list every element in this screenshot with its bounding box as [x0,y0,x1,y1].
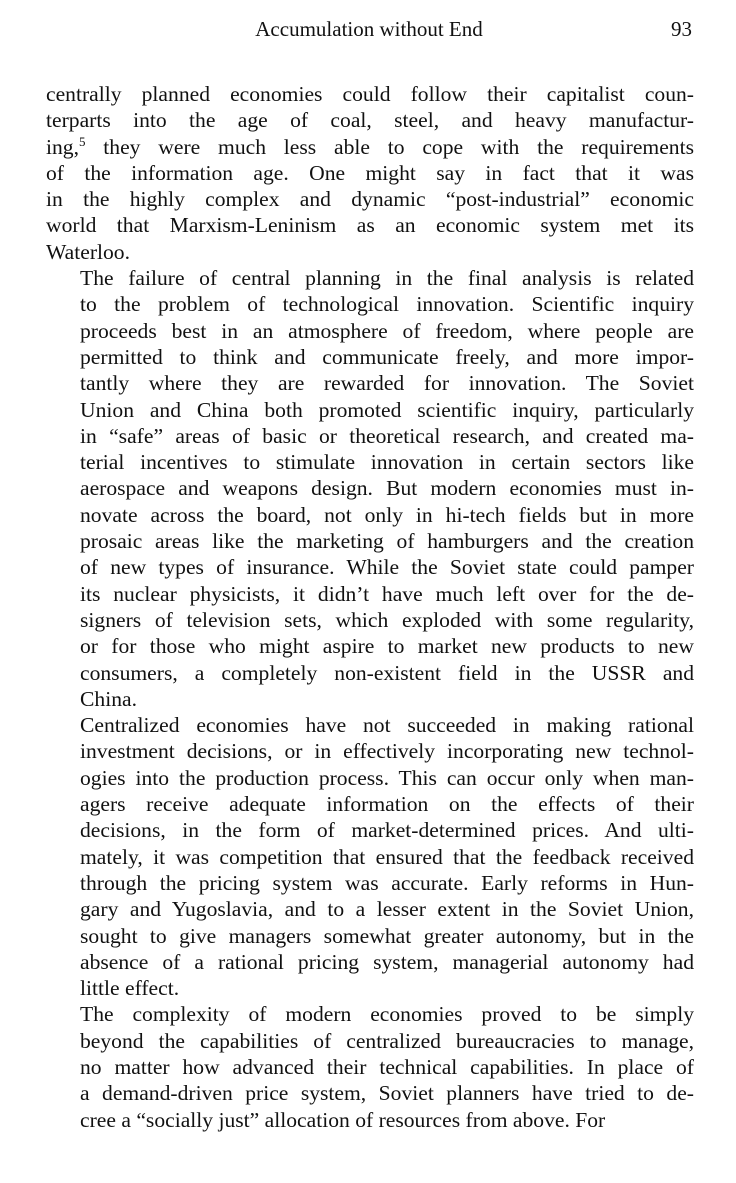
page-number: 93 [671,17,692,41]
text-line: ogies into the production process. This can occur only when man- [80,765,694,790]
text-line: tantly where they are rewarded for innovation. The Soviet [80,371,694,396]
text-line: little effect. [80,976,180,1001]
text-line: to the problem of technological innovation. Scientific inquiry [80,292,694,317]
text-line: agers receive adequate information on the effects of their [80,792,694,817]
text-line: in the highly complex and dynamic “post-industrial” economic [46,187,694,212]
text-line: sought to give managers somewhat greater autonomy, but in the [80,923,694,948]
text-line: beyond the capabilities of centralized bureaucracies to manage, [80,1028,694,1053]
body-text [46,81,694,1133]
text-line: absence of a rational pricing system, managerial autonomy had [80,949,694,974]
footnote-marker: 5 [79,133,86,149]
text-line: world that Marxism-Leninism as an economic system met its [46,213,694,238]
text-line: aerospace and weapons design. But modern economies must in- [80,476,694,501]
paragraph [46,265,694,712]
text-line: The complexity of modern economies proved to be simply [80,1002,694,1027]
text-line: its nuclear physicists, it didn’t have much left over for the de- [80,581,694,606]
running-title: Accumulation without End [255,17,483,41]
paragraph [46,1001,694,1132]
text-line: a demand-driven price system, Soviet planners have tried to de- [80,1081,694,1106]
text-line: cree a “socially just” allocation of resources from above. For [80,1107,606,1132]
text-line: Union and China both promoted scientific inquiry, particularly [80,397,694,422]
text-line: in “safe” areas of basic or theoretical research, and created ma- [80,423,694,448]
text-line: gary and Yugoslavia, and to a lesser extent in the Soviet Union, [80,897,694,922]
text-line: China. [80,686,137,711]
text-line: of the information age. One might say in fact that it was [46,160,694,185]
text-line: terparts into the age of coal, steel, and heavy manufactur- [46,108,694,133]
text-line: signers of television sets, which exploded with some regularity, [80,607,694,632]
text-line: ing,$^5$ they were much less able to cope with the requirements [46,133,694,159]
text-line: Waterloo. [46,239,131,264]
text-line: decisions, in the form of market-determined prices. And ulti- [80,818,694,843]
text-line: The failure of central planning in the final analysis is related [80,266,694,291]
text-line: permitted to think and communicate freely, and more impor- [80,344,694,369]
text-line: Centralized economies have not succeeded in making rational [80,713,694,738]
text-line: consumers, a completely non-existent field in the USSR and [80,660,694,685]
text-line: mately, it was competition that ensured that the feedback received [80,844,694,869]
text-line: terial incentives to stimulate innovation in certain sectors like [80,450,694,475]
running-head [46,14,692,44]
text-line: through the pricing system was accurate. Early reforms in Hun- [80,870,694,895]
text-line: or for those who might aspire to market new products to new [80,634,694,659]
text-line: centrally planned economies could follow their capitalist coun- [46,82,694,106]
text-line: prosaic areas like the marketing of hamburgers and the creation [80,529,694,554]
paragraph [46,712,694,1001]
text-line: of new types of insurance. While the Soviet state could pamper [80,555,694,580]
text-line: no matter how advanced their technical capabilities. In place of [80,1054,694,1079]
text-line: novate across the board, not only in hi-tech fields but in more [80,502,694,527]
text-line: proceeds best in an atmosphere of freedom, where people are [80,318,694,343]
text-line: investment decisions, or in effectively incorporating new technol- [80,739,694,764]
paragraph [46,81,694,265]
